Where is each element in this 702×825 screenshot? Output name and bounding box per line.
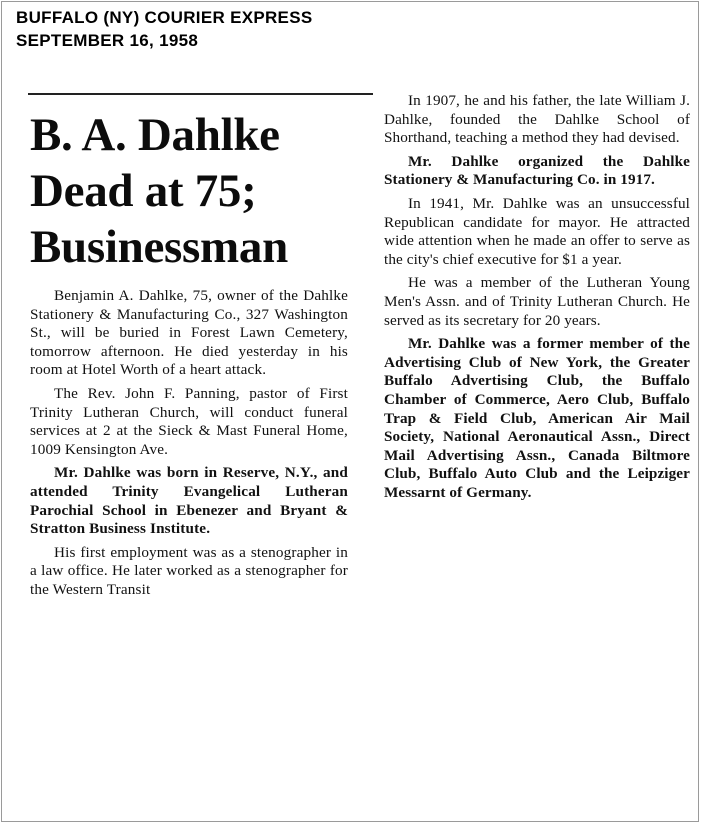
right-column: [384, 92, 690, 507]
paragraph-club-memberships: Mr. Dahlke was a former member of the Advertising Club of New York, the Greater Buffalo Advertising Club, the Buffalo Chamber of Commerce, Aero Club, Buffalo Trap & Field Club, American Air Mail Society, National Aeronautical Assn., Direct Mail Advertising Assn., Canada Biltmore Club, Buffalo Auto Club and the Leipziger Messarnt of Germany.: [384, 335, 690, 501]
paragraph-church-membership: He was a member of the Lutheran Young Men's Assn. and of Trinity Lutheran Church. He served as its secretary for 20 years.: [384, 274, 690, 329]
paragraph-company-founding: Mr. Dahlke organized the Dahlke Stationery & Manufacturing Co. in 1917.: [384, 152, 690, 189]
paragraph-mayoral-campaign: In 1941, Mr. Dahlke was an unsuccessful Republican candidate for mayor. He attracted wide attention when he made an offer to serve as the city's chief executive for $1 a year.: [384, 194, 690, 268]
source-caption: [16, 6, 312, 52]
paragraph-death-notice: Benjamin A. Dahlke, 75, owner of the Dahlke Stationery & Manufacturing Co., 327 Washington St., will be buried in Forest Lawn Cemetery, tomorrow afternoon. He died yesterday in his room at Hotel Worth of a heart attack.: [30, 287, 348, 379]
paragraph-funeral-services: The Rev. John F. Panning, pastor of First Trinity Lutheran Church, will conduct funeral services at 2 at the Sieck & Mast Funeral Home, 1009 Kensington Ave.: [30, 384, 348, 458]
paragraph-shorthand-school: In 1907, he and his father, the late William J. Dahlke, founded the Dahlke School of Shorthand, teaching a method they had devised.: [384, 92, 690, 147]
headline-line-2: Dead at 75;: [30, 165, 257, 217]
headline-line-1: B. A. Dahlke: [30, 109, 280, 161]
headline: [30, 107, 348, 275]
paragraph-first-employment: His first employment was as a stenographer in a law office. He later worked as a stenographer for the Western Transit: [30, 543, 348, 598]
source-newspaper: BUFFALO (NY) COURIER EXPRESS: [16, 8, 313, 27]
left-column: [30, 95, 348, 605]
paragraph-birth-education: Mr. Dahlke was born in Reserve, N.Y., and attended Trinity Evangelical Lutheran Parochial School in Ebenezer and Bryant & Stratton Business Institute.: [30, 464, 348, 538]
headline-line-3: Businessman: [30, 221, 288, 273]
source-date: SEPTEMBER 16, 1958: [16, 31, 199, 50]
